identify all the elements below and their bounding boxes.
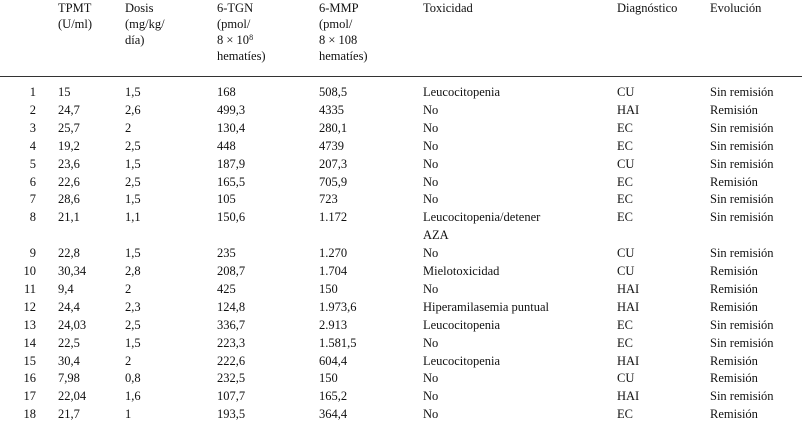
dosis-value: 0,8 xyxy=(125,371,141,386)
header-6mmp-line1: 6-MMP xyxy=(319,1,359,15)
row-number: 12 xyxy=(23,299,36,314)
dosis-value: 1,5 xyxy=(125,192,141,207)
row-number: 2 xyxy=(29,102,36,117)
evolucion-value: Sin remisión xyxy=(710,389,774,404)
evolucion-value: Remisión xyxy=(710,353,758,368)
tpmt-value: 15 xyxy=(58,85,71,99)
diagnostico-value: EC xyxy=(617,317,633,332)
tgn-value: 150,6 xyxy=(217,210,246,225)
dosis-value: 2,5 xyxy=(125,174,141,189)
tgn-value: 105 xyxy=(217,192,236,207)
mmp-value: 150 xyxy=(319,371,338,386)
dosis-value: 2 xyxy=(125,353,132,368)
row-number: 10 xyxy=(23,264,36,278)
tpmt-value: 7,98 xyxy=(58,371,80,386)
tgn-value: 336,7 xyxy=(217,317,246,332)
table-row xyxy=(0,173,802,191)
table-row xyxy=(0,298,802,316)
dosis-value: 1,6 xyxy=(125,389,141,404)
tgn-value: 208,7 xyxy=(217,264,246,278)
tpmt-value: 22,8 xyxy=(58,246,80,261)
header-6tgn-line4: hematíes) xyxy=(217,49,266,63)
tgn-value: 130,4 xyxy=(217,120,246,135)
table-row xyxy=(0,137,802,155)
tpmt-value: 24,7 xyxy=(58,102,80,117)
mmp-value: 1.581,5 xyxy=(319,335,357,350)
tpmt-value: 24,03 xyxy=(58,317,87,332)
evolucion-value: Sin remisión xyxy=(710,210,774,225)
toxicidad-value: No xyxy=(423,246,439,261)
row-number: 18 xyxy=(23,407,36,422)
row-number: 4 xyxy=(29,138,36,153)
row-number: 11 xyxy=(23,281,36,296)
toxicidad-value-continuation: AZA xyxy=(423,228,449,243)
tgn-value: 448 xyxy=(217,138,236,153)
diagnostico-value: EC xyxy=(617,407,633,422)
toxicidad-value: No xyxy=(423,156,439,171)
header-dosis-line3: día) xyxy=(125,33,145,47)
tpmt-value: 21,1 xyxy=(58,210,80,225)
evolucion-value: Remisión xyxy=(710,264,758,278)
table-row xyxy=(0,352,802,370)
evolucion-value: Sin remisión xyxy=(710,120,774,135)
mmp-value: 150 xyxy=(319,281,338,296)
toxicidad-value: No xyxy=(423,192,439,207)
toxicidad-value: Leucocitopenia xyxy=(423,353,501,368)
tgn-value: 232,5 xyxy=(217,371,246,386)
dosis-value: 2,5 xyxy=(125,317,141,332)
evolucion-value: Sin remisión xyxy=(710,138,774,153)
diagnostico-value: CU xyxy=(617,371,635,386)
evolucion-value: Remisión xyxy=(710,102,758,117)
tgn-value: 165,5 xyxy=(217,174,246,189)
row-number: 5 xyxy=(29,156,36,171)
header-dosis-line2: (mg/kg/ xyxy=(125,17,165,31)
dosis-value: 1,5 xyxy=(125,335,141,350)
row-number: 17 xyxy=(23,389,36,404)
evolucion-value: Remisión xyxy=(710,281,758,296)
dosis-value: 2,6 xyxy=(125,102,141,117)
tpmt-value: 9,4 xyxy=(58,281,74,296)
header-diagnostico: Diagnóstico xyxy=(617,1,678,15)
mmp-value: 1.973,6 xyxy=(319,299,357,314)
diagnostico-value: EC xyxy=(617,192,633,207)
table-row xyxy=(0,244,802,262)
mmp-value: 604,4 xyxy=(319,353,348,368)
header-6tgn-line1: 6-TGN xyxy=(217,1,254,15)
evolucion-value: Sin remisión xyxy=(710,246,774,261)
diagnostico-value: CU xyxy=(617,85,635,99)
evolucion-value: Remisión xyxy=(710,174,758,189)
tpmt-value: 21,7 xyxy=(58,407,80,422)
mmp-value: 1.172 xyxy=(319,210,348,225)
header-6mmp-line2: (pmol/ xyxy=(319,17,353,31)
mmp-value: 705,9 xyxy=(319,174,348,189)
evolucion-value: Sin remisión xyxy=(710,335,774,350)
mmp-value: 207,3 xyxy=(319,156,348,171)
row-number: 13 xyxy=(23,317,36,332)
row-number: 6 xyxy=(29,174,36,189)
diagnostico-value: CU xyxy=(617,264,635,278)
table-row xyxy=(0,334,802,352)
row-number: 1 xyxy=(29,85,36,99)
table-row xyxy=(0,387,802,405)
table-row xyxy=(0,208,802,226)
dosis-value: 2,5 xyxy=(125,138,141,153)
header-evolucion: Evolución xyxy=(710,1,762,15)
tpmt-value: 30,4 xyxy=(58,353,80,368)
toxicidad-value: No xyxy=(423,407,439,422)
diagnostico-value: EC xyxy=(617,174,633,189)
toxicidad-value: Leucocitopenia xyxy=(423,85,501,99)
toxicidad-value: No xyxy=(423,174,439,189)
header-6tgn-line3-base: 8 × 10 xyxy=(217,33,250,47)
row-number: 16 xyxy=(23,371,36,386)
mmp-value: 508,5 xyxy=(319,85,348,99)
header-toxicidad: Toxicidad xyxy=(423,1,473,15)
table-row xyxy=(0,119,802,137)
tpmt-value: 28,6 xyxy=(58,192,80,207)
mmp-value: 4335 xyxy=(319,102,344,117)
tpmt-value: 19,2 xyxy=(58,138,80,153)
header-divider xyxy=(0,76,802,77)
tpmt-value: 30,34 xyxy=(58,264,87,278)
header-6tgn-exponent: 8 xyxy=(249,33,254,42)
toxicidad-value: Leucocitopenia xyxy=(423,317,501,332)
tpmt-value: 22,04 xyxy=(58,389,87,404)
mmp-value: 723 xyxy=(319,192,338,207)
table-row xyxy=(0,101,802,119)
diagnostico-value: EC xyxy=(617,138,633,153)
mmp-value: 2.913 xyxy=(319,317,348,332)
mmp-value: 1.704 xyxy=(319,264,348,278)
tgn-value: 107,7 xyxy=(217,389,246,404)
evolucion-value: Sin remisión xyxy=(710,156,774,171)
diagnostico-value: HAI xyxy=(617,299,640,314)
evolucion-value: Remisión xyxy=(710,407,758,422)
dosis-value: 1,5 xyxy=(125,156,141,171)
toxicidad-value: Leucocitopenia/detener xyxy=(423,210,541,225)
tgn-value: 235 xyxy=(217,246,236,261)
header-6tgn-line3 xyxy=(217,32,266,48)
diagnostico-value: CU xyxy=(617,246,635,261)
header-tpmt xyxy=(58,0,92,32)
evolucion-value: Sin remisión xyxy=(710,85,774,99)
tgn-value: 222,6 xyxy=(217,353,246,368)
toxicidad-value: Mielotoxicidad xyxy=(423,264,500,278)
toxicidad-value: No xyxy=(423,335,439,350)
evolucion-value: Remisión xyxy=(710,299,758,314)
mmp-value: 1.270 xyxy=(319,246,348,261)
diagnostico-value: EC xyxy=(617,335,633,350)
toxicidad-value: No xyxy=(423,138,439,153)
dosis-value: 2,3 xyxy=(125,299,141,314)
tgn-value: 124,8 xyxy=(217,299,246,314)
diagnostico-value: HAI xyxy=(617,389,640,404)
table-row xyxy=(0,316,802,334)
header-6tgn-line2: (pmol/ xyxy=(217,17,251,31)
evolucion-value: Sin remisión xyxy=(710,317,774,332)
header-dosis xyxy=(125,0,165,48)
row-number: 9 xyxy=(29,246,36,261)
diagnostico-value: EC xyxy=(617,210,633,225)
dosis-value: 2,8 xyxy=(125,264,141,278)
row-number: 3 xyxy=(29,120,36,135)
header-tpmt-line2: (U/ml) xyxy=(58,17,93,31)
header-6mmp xyxy=(319,0,368,64)
table-row xyxy=(0,190,802,208)
toxicidad-value: No xyxy=(423,281,439,296)
toxicidad-value: No xyxy=(423,389,439,404)
header-dosis-line1: Dosis xyxy=(125,1,154,15)
tpmt-value: 22,6 xyxy=(58,174,80,189)
mmp-value: 364,4 xyxy=(319,407,348,422)
dosis-value: 1,5 xyxy=(125,246,141,261)
toxicidad-value: No xyxy=(423,102,439,117)
diagnostico-value: EC xyxy=(617,120,633,135)
dosis-value: 2 xyxy=(125,120,132,135)
tgn-value: 499,3 xyxy=(217,102,246,117)
dosis-value: 1,1 xyxy=(125,210,141,225)
toxicidad-value: No xyxy=(423,120,439,135)
table-row xyxy=(0,280,802,298)
tgn-value: 223,3 xyxy=(217,335,246,350)
tgn-value: 168 xyxy=(217,85,236,99)
header-6mmp-line3: 8 × 108 xyxy=(319,33,358,47)
dosis-value: 1 xyxy=(125,407,132,422)
row-number: 7 xyxy=(29,192,36,207)
table-row xyxy=(0,83,802,101)
diagnostico-value: HAI xyxy=(617,281,640,296)
table-row-continuation xyxy=(0,226,802,244)
tgn-value: 193,5 xyxy=(217,407,246,422)
tpmt-value: 23,6 xyxy=(58,156,80,171)
header-6tgn xyxy=(217,0,266,64)
tgn-value: 425 xyxy=(217,281,236,296)
mmp-value: 280,1 xyxy=(319,120,348,135)
mmp-value: 165,2 xyxy=(319,389,348,404)
tpmt-value: 22,5 xyxy=(58,335,80,350)
diagnostico-value: CU xyxy=(617,156,635,171)
table-row xyxy=(0,369,802,387)
table-row xyxy=(0,262,802,280)
toxicidad-value: No xyxy=(423,371,439,386)
evolucion-value: Remisión xyxy=(710,371,758,386)
mmp-value: 4739 xyxy=(319,138,344,153)
dosis-value: 1,5 xyxy=(125,85,141,99)
toxicidad-value: Hiperamilasemia puntual xyxy=(423,299,550,314)
table-row xyxy=(0,405,802,423)
evolucion-value: Sin remisión xyxy=(710,192,774,207)
header-6mmp-line4: hematíes) xyxy=(319,49,368,63)
tgn-value: 187,9 xyxy=(217,156,246,171)
row-number: 14 xyxy=(23,335,36,350)
dosis-value: 2 xyxy=(125,281,132,296)
diagnostico-value: HAI xyxy=(617,353,640,368)
row-number: 15 xyxy=(23,353,36,368)
table-row xyxy=(0,155,802,173)
header-tpmt-line1: TPMT xyxy=(58,1,92,15)
tpmt-value: 24,4 xyxy=(58,299,80,314)
tpmt-value: 25,7 xyxy=(58,120,80,135)
diagnostico-value: HAI xyxy=(617,102,640,117)
row-number: 8 xyxy=(29,210,36,225)
